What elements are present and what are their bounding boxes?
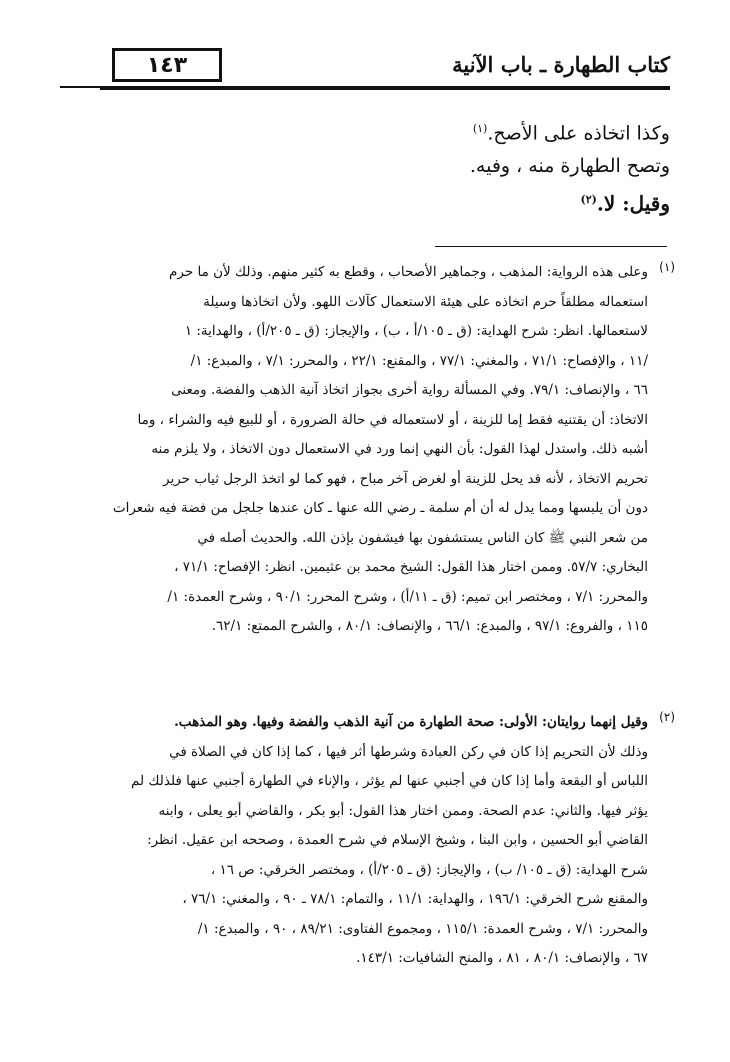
main-line-1 — [110, 112, 670, 150]
footnote-line: القاضي أبو الحسين ، وابن البنا ، وشيخ الإسلام في شرح العمدة ، وصححه ابن عقيل. انظر: — [147, 832, 648, 848]
footnote-line: استعماله مطلقاً حرم اتخاذه على هيئة الاستعمال كآلات اللهو. ولأن اتخاذها وسيلة — [203, 293, 648, 310]
footnote-line: وعلى هذه الرواية: المذهب ، وجماهير الأصحاب ، وقطع به كثير منهم. وذلك لأن ما حرم — [169, 264, 648, 280]
main-text — [110, 112, 670, 221]
footnote-line: شرح الهداية: (ق ـ ١٠٥/ ب) ، والإيجاز: (ق ـ ٢٠٥/أ) ، ومختصر الخرقي: ص ١٦ ، — [210, 861, 648, 878]
footnote-line: دون أن يلبسها ومما يدل له أن أم سلمة ـ رضي الله عنها ـ كان عندها جلجل من فضة فيه شعرات — [112, 500, 648, 516]
footnote-separator — [435, 246, 667, 247]
footnote-line: لاستعمالها. انظر: شرح الهداية: (ق ـ ١٠٥/أ ، ب) ، والإيجاز: (ق ـ ٢٠٥/أ) ، والهداية: ١ — [184, 323, 648, 339]
page-header — [60, 40, 670, 92]
footnote-1-marker: (١) — [659, 260, 675, 274]
main-line-2-text: وتصح الطهارة منه ، وفيه. — [469, 155, 670, 178]
footnote-line: ٦٦ ، والإنصاف: ٧٩/١. وفي المسألة رواية أخرى بجواز اتخاذ آنية الذهب والفضة. ومعنى — [171, 382, 648, 398]
footnote-ref-1[interactable]: (١) — [472, 122, 488, 135]
footnote-1-body — [60, 258, 648, 642]
main-line-3-text: وقيل: لا. — [596, 191, 670, 216]
footnote-line: وذلك لأن التحريم إذا كان في ركن العبادة وشرطها أثر فيها ، كما إذا كان في الصلاة في — [169, 743, 648, 760]
footnote-line: والمحرر: ٧/١ ، ومختصر ابن تميم: (ق ـ ١١/أ) ، وشرح المحرر: ٩٠/١ ، وشرح العمدة: ١/ — [167, 588, 648, 605]
header-rule — [100, 86, 670, 90]
footnote-line: أشبه ذلك. واستدل لهذا القول: بأن النهي إنما ورد في الاستعمال دون الاتخاذ ، ولا يلزم منه — [151, 441, 648, 457]
footnote-2-body — [60, 708, 648, 974]
footnote-line: والمحرر: ٧/١ ، وشرح العمدة: ١١٥/١ ، ومجموع الفتاوى: ٨٩/٢١ ، ٩٠ ، والمبدع: ١/ — [197, 920, 648, 937]
page-number: ١٤٣ — [112, 48, 222, 82]
footnote-ref-2[interactable]: (٢) — [580, 193, 597, 207]
footnote-line: ٦٧ ، والإنصاف: ٨٠/١ ، ٨١ ، والمنح الشافيات: ١٤٣/١. — [356, 950, 648, 966]
footnote-line: يؤثر فيها. والثاني: عدم الصحة. وممن اختار هذا القول: أبو بكر ، والقاضي أبو يعلى ، وابنه — [158, 802, 648, 819]
footnote-line: ١١٥ ، والفروع: ٩٧/١ ، والمبدع: ٦٦/١ ، والإنصاف: ٨٠/١ ، والشرح الممتع: ٦٢/١. — [211, 618, 648, 634]
footnote-line: الاتخاذ: أن يقتنيه فقط إما للزينة ، أو لاستعماله في حالة الضرورة ، أو للبيع فيه والشراء ، وما — [137, 411, 648, 428]
main-line-1-text: وكذا اتخاذه على الأصح. — [487, 122, 670, 145]
header-rule-left — [60, 86, 100, 88]
footnote-line: والمقنع شرح الخرقي: ١٩٦/١ ، والهداية: ١١/١ ، والتمام: ٧٨/١ ـ ٩٠ ، والمغني: ٧٦/١ ، — [182, 891, 648, 907]
footnote-line: تحريم الاتخاذ ، لأنه قد يحل للزينة أو لغرض آخر مباح ، فهو كما لو اتخذ الرجل ثياب حرير — [163, 470, 648, 487]
footnote-line: من شعر النبي ﷺ كان الناس يستشفون بها فيشفون بإذن الله. والحديث أصله في — [197, 529, 648, 546]
main-line-3 — [110, 183, 670, 221]
footnote-2-marker: (٢) — [659, 710, 675, 724]
footnote-line: وقيل إنهما روايتان: الأولى: صحة الطهارة من آنية الذهب والفضة وفيها. وهو المذهب. — [174, 714, 648, 730]
footnote-line: البخاري: ٥٧/٧. وممن اختار هذا القول: الشيخ محمد بن عثيمين. انظر: الإفصاح: ٧١/١ ، — [174, 559, 648, 575]
footnote-line: /١١ ، والإفصاح: ٧١/١ ، والمغني: ٧٧/١ ، والمقنع: ٢٢/١ ، والمحرر: ٧/١ ، والمبدع: ١/ — [190, 352, 648, 369]
main-line-2 — [110, 150, 670, 183]
chapter-title: كتاب الطهارة ـ باب الآنية — [452, 52, 670, 77]
footnote-2 — [60, 708, 674, 974]
footnote-line: اللباس أو البقعة وأما إذا كان في أجنبي عنها لم يؤثر ، والإناء في الطهارة أجنبي عنها فلذلك لم — [131, 773, 648, 789]
footnote-1 — [60, 258, 674, 642]
